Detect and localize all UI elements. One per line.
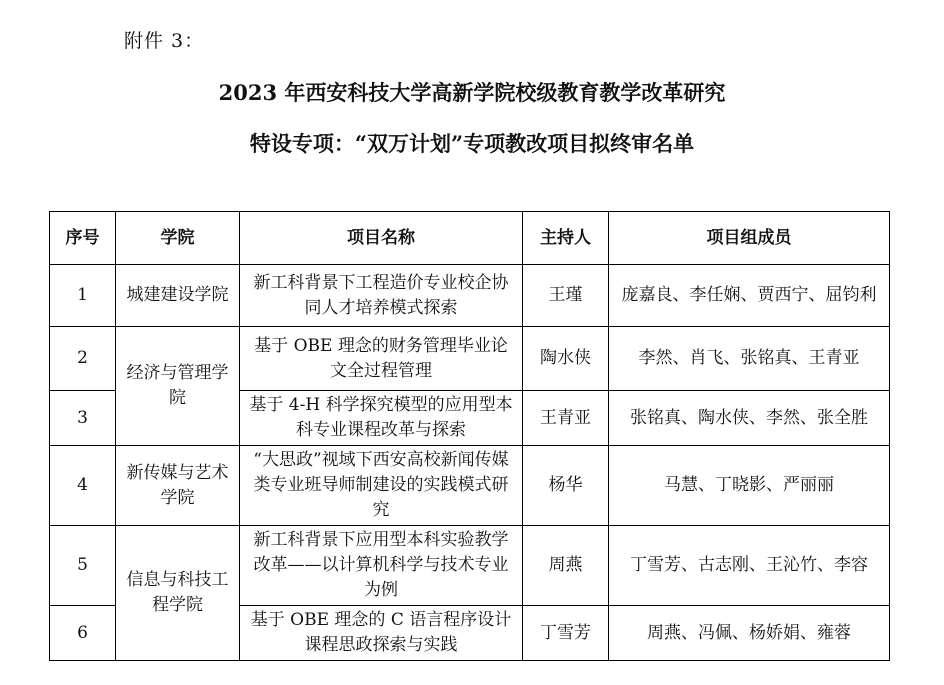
row-members: 张铭真、陶水侠、李然、张全胜 xyxy=(609,391,890,446)
row-college: 城建建设学院 xyxy=(116,265,240,327)
table-row xyxy=(50,265,890,327)
project-list-table xyxy=(49,211,890,661)
row-project: 基于 OBE 理念的 C 语言程序设计课程思政探索与实践 xyxy=(240,606,523,661)
row-leader: 王瑾 xyxy=(523,265,609,327)
row-project: 基于 4-H 科学探究模型的应用型本科专业课程改革与探索 xyxy=(240,391,523,446)
row-leader: 王青亚 xyxy=(523,391,609,446)
row-project: 新工科背景下应用型本科实验教学改革——以计算机科学与技术专业为例 xyxy=(240,526,523,606)
document-title-line2: 特设专项：“双万计划”专项教改项目拟终审名单 xyxy=(249,131,695,156)
row-leader: 陶水侠 xyxy=(523,327,609,391)
row-no: 2 xyxy=(50,327,116,391)
row-members: 丁雪芳、古志刚、王沁竹、李容 xyxy=(609,526,890,606)
row-leader: 杨华 xyxy=(523,446,609,526)
row-project: “大思政”视域下西安高校新闻传媒类专业班导师制建设的实践模式研究 xyxy=(240,446,523,526)
row-project: 基于 OBE 理念的财务管理毕业论文全过程管理 xyxy=(240,327,523,391)
header-project: 项目名称 xyxy=(240,212,523,265)
row-no: 5 xyxy=(50,526,116,606)
row-members: 李然、肖飞、张铭真、王青亚 xyxy=(609,327,890,391)
row-college: 经济与管理学院 xyxy=(116,327,240,446)
table-header-row xyxy=(50,212,890,265)
row-no: 1 xyxy=(50,265,116,327)
row-college: 信息与科技工程学院 xyxy=(116,526,240,661)
header-leader: 主持人 xyxy=(523,212,609,265)
header-college: 学院 xyxy=(116,212,240,265)
header-members: 项目组成员 xyxy=(609,212,890,265)
row-project: 新工科背景下工程造价专业校企协同人才培养模式探索 xyxy=(240,265,523,327)
row-no: 3 xyxy=(50,391,116,446)
table-row xyxy=(50,446,890,526)
document-title-line1: 2023 年西安科技大学高新学院校级教育教学改革研究 xyxy=(218,80,726,105)
row-college: 新传媒与艺术学院 xyxy=(116,446,240,526)
row-leader: 周燕 xyxy=(523,526,609,606)
header-no: 序号 xyxy=(50,212,116,265)
row-leader: 丁雪芳 xyxy=(523,606,609,661)
table-row xyxy=(50,526,890,606)
row-members: 马慧、丁晓影、严丽丽 xyxy=(609,446,890,526)
row-no: 6 xyxy=(50,606,116,661)
row-members: 庞嘉良、李任娴、贾西宁、屈钧利 xyxy=(609,265,890,327)
table-row xyxy=(50,327,890,391)
row-no: 4 xyxy=(50,446,116,526)
row-members: 周燕、冯佩、杨娇娟、雍蓉 xyxy=(609,606,890,661)
attachment-label: 附件 3： xyxy=(124,30,205,52)
